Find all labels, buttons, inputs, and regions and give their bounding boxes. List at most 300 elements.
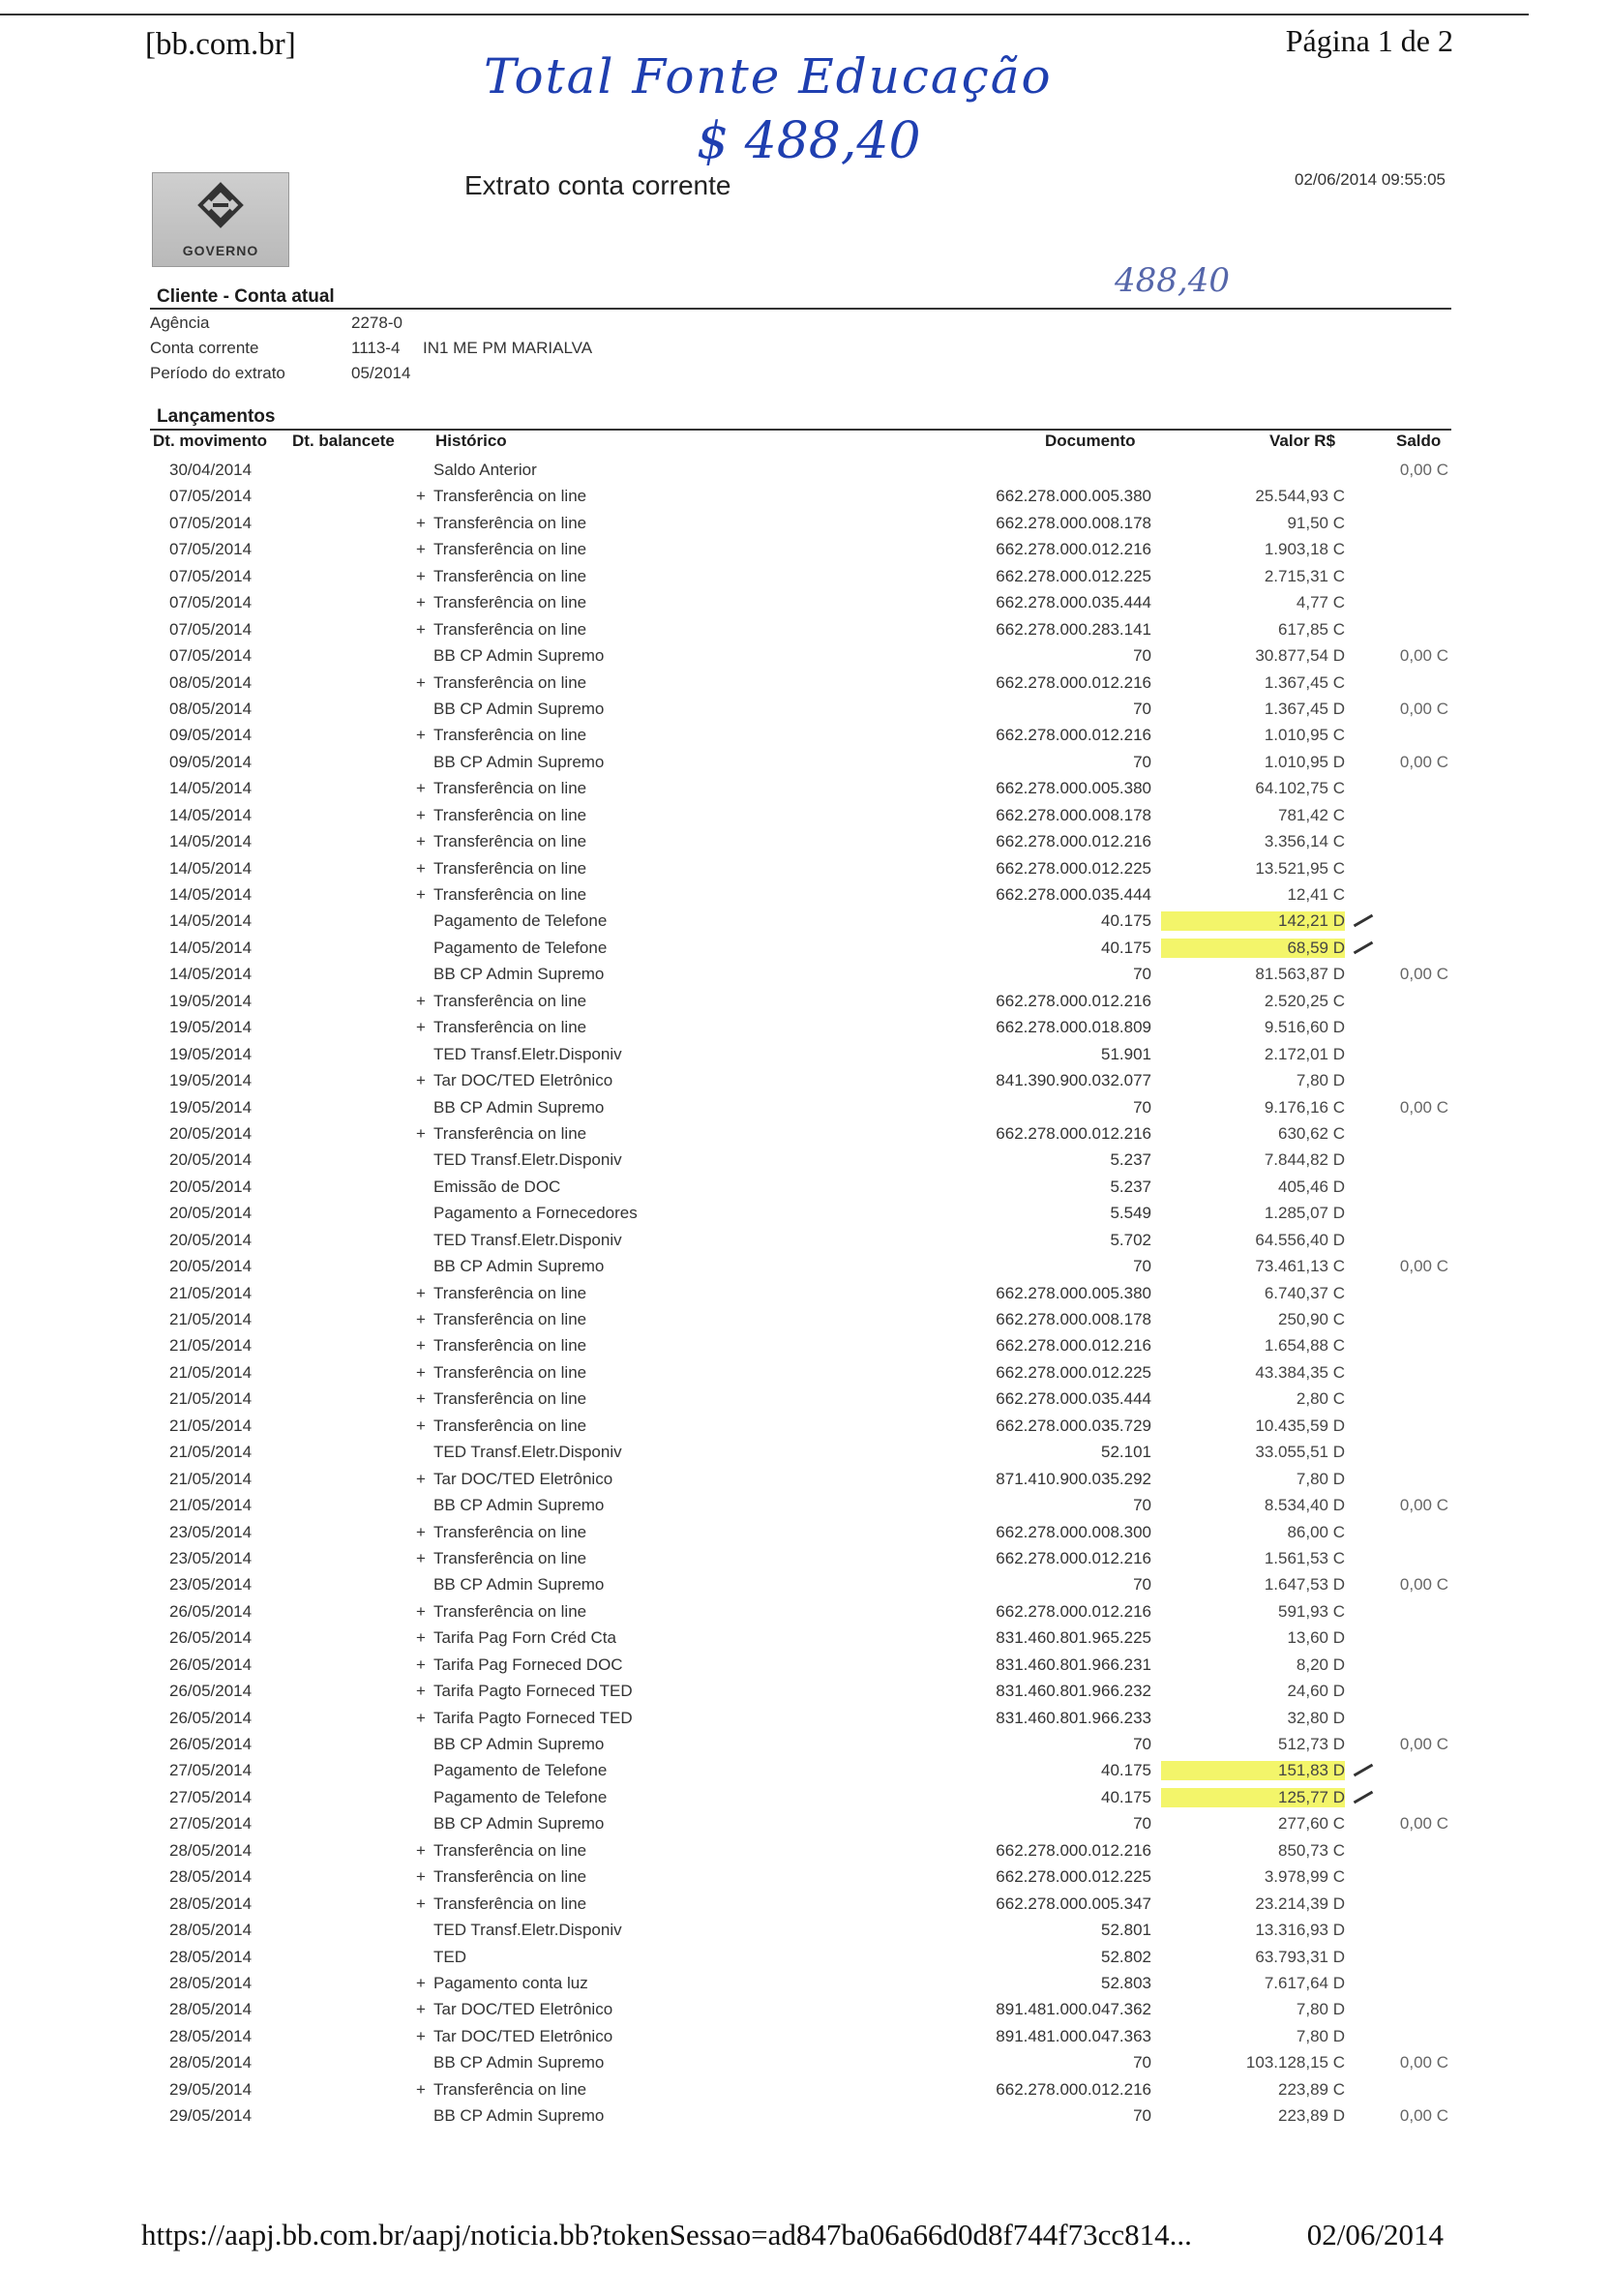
client-divider	[150, 308, 1451, 310]
row-date: 28/05/2014	[169, 2000, 253, 2019]
row-saldo: 0,00 C	[1399, 646, 1448, 666]
row-valor: 8.534,40 D	[1264, 1496, 1345, 1515]
row-sign: +	[416, 1416, 426, 1435]
row-sign: +	[416, 805, 426, 824]
row-valor: 6.740,37 C	[1264, 1283, 1345, 1302]
row-documento: 52.803	[1101, 1973, 1151, 1992]
row-historico	[416, 620, 586, 640]
row-historico-text: Pagamento conta luz	[433, 1973, 588, 1992]
row-sign: +	[416, 1018, 426, 1037]
row-date: 21/05/2014	[169, 1443, 253, 1462]
row-documento: 662.278.000.012.216	[996, 540, 1151, 559]
page-number: Página 1 de 2	[1285, 23, 1453, 58]
row-documento: 662.278.000.035.444	[996, 593, 1151, 612]
row-date: 28/05/2014	[169, 2053, 253, 2072]
row-historico	[416, 1204, 638, 1223]
row-sign: +	[416, 1655, 426, 1674]
row-historico	[416, 1098, 604, 1118]
table-row	[0, 1280, 1610, 1306]
row-historico-text: Transferência on line	[433, 1601, 587, 1621]
table-row	[0, 722, 1610, 748]
table-row	[0, 855, 1610, 881]
row-date: 28/05/2014	[169, 1921, 253, 1940]
row-documento: 662.278.000.012.225	[996, 566, 1151, 585]
row-historico	[416, 1602, 586, 1622]
row-sign: +	[416, 991, 426, 1010]
row-historico	[416, 1841, 586, 1861]
check-mark-icon	[1354, 941, 1374, 955]
row-valor: 12,41 C	[1287, 885, 1345, 904]
row-date: 07/05/2014	[169, 593, 253, 612]
row-historico	[416, 1894, 586, 1914]
row-date: 27/05/2014	[169, 1787, 253, 1806]
row-saldo: 0,00 C	[1399, 1097, 1448, 1117]
row-historico-text: Emissão de DOC	[433, 1177, 561, 1196]
row-valor: 86,00 C	[1287, 1522, 1345, 1541]
row-historico	[416, 1310, 586, 1329]
row-valor: 781,42 C	[1278, 805, 1345, 824]
row-documento: 5.549	[1110, 1204, 1151, 1223]
row-date: 28/05/2014	[169, 1867, 253, 1887]
row-documento: 662.278.000.012.216	[996, 1336, 1151, 1356]
row-historico	[416, 487, 586, 506]
row-historico-text: BB CP Admin Supremo	[433, 646, 605, 666]
row-valor: 91,50 C	[1287, 513, 1345, 532]
row-historico-text: BB CP Admin Supremo	[433, 1814, 605, 1834]
row-historico-text: Transferência on line	[433, 593, 587, 612]
row-date: 07/05/2014	[169, 619, 253, 639]
row-date: 21/05/2014	[169, 1469, 253, 1488]
row-historico-text: Transferência on line	[433, 1336, 587, 1356]
row-historico	[416, 1575, 604, 1595]
row-historico-text: Transferência on line	[433, 1416, 587, 1435]
row-documento: 40.175	[1101, 1787, 1151, 1806]
row-date: 21/05/2014	[169, 1496, 253, 1515]
row-saldo: 0,00 C	[1399, 1735, 1448, 1753]
row-sign: +	[416, 832, 426, 851]
table-row	[0, 961, 1610, 987]
row-date: 20/05/2014	[169, 1150, 253, 1170]
row-historico	[416, 1071, 612, 1090]
row-saldo: 0,00 C	[1399, 1496, 1448, 1515]
handwritten-note-title: Total Fonte Educação	[484, 48, 1053, 104]
row-documento: 5.237	[1110, 1150, 1151, 1170]
row-historico-text: Transferência on line	[433, 2079, 587, 2099]
row-documento: 662.278.000.012.216	[996, 726, 1151, 745]
row-valor: 7,80 D	[1296, 1469, 1345, 1488]
row-sign: +	[416, 1601, 426, 1621]
table-row	[0, 1253, 1610, 1279]
row-historico-text: Transferência on line	[433, 1867, 587, 1887]
table-row	[0, 589, 1610, 615]
row-valor: 1.647,53 D	[1264, 1575, 1345, 1595]
row-historico	[416, 779, 586, 798]
row-historico	[416, 885, 586, 905]
row-historico	[416, 1018, 586, 1037]
row-sign: +	[416, 566, 426, 585]
table-row	[0, 1545, 1610, 1571]
table-row	[0, 1492, 1610, 1518]
row-date: 23/05/2014	[169, 1522, 253, 1541]
row-documento: 40.175	[1101, 1761, 1151, 1780]
agencia-label: Agência	[150, 313, 210, 332]
row-historico	[416, 1389, 586, 1409]
row-valor: 2.715,31 C	[1264, 566, 1345, 585]
row-historico	[416, 992, 586, 1011]
row-date: 21/05/2014	[169, 1310, 253, 1328]
row-historico	[416, 514, 586, 533]
row-historico-text: Transferência on line	[433, 1389, 587, 1409]
row-documento: 891.481.000.047.362	[996, 2000, 1151, 2019]
row-historico	[416, 540, 586, 559]
row-historico	[416, 911, 607, 931]
row-documento: 40.175	[1101, 911, 1151, 931]
row-valor: 73.461,13 C	[1255, 1257, 1345, 1276]
row-date: 14/05/2014	[169, 858, 253, 878]
row-valor: 405,46 D	[1278, 1177, 1345, 1196]
row-documento: 662.278.000.005.380	[996, 779, 1151, 798]
row-historico-text: Tarifa Pag Forn Créd Cta	[433, 1628, 616, 1648]
row-documento: 662.278.000.035.729	[996, 1416, 1151, 1435]
row-valor: 68,59 D	[1161, 939, 1345, 958]
table-row	[0, 1705, 1610, 1731]
row-sign: +	[416, 1867, 426, 1887]
row-valor: 1.010,95 D	[1264, 752, 1345, 771]
row-documento: 831.460.801.966.231	[996, 1655, 1151, 1674]
row-valor: 7,80 D	[1296, 2000, 1345, 2019]
row-date: 08/05/2014	[169, 699, 253, 718]
row-historico	[416, 1045, 622, 1064]
row-historico-text: Transferência on line	[433, 1362, 587, 1382]
table-row	[0, 988, 1610, 1014]
row-sign: +	[416, 858, 426, 878]
row-sign: +	[416, 1522, 426, 1541]
row-historico	[416, 1257, 604, 1276]
row-date: 20/05/2014	[169, 1204, 253, 1223]
row-historico	[416, 700, 604, 719]
row-historico-text: Tarifa Pag Forneced DOC	[433, 1655, 623, 1674]
column-header-historico: Histórico	[435, 432, 507, 450]
row-historico	[416, 859, 586, 879]
row-historico-text: TED Transf.Eletr.Disponiv	[433, 1230, 622, 1249]
row-valor: 277,60 C	[1278, 1814, 1345, 1834]
table-row	[0, 457, 1610, 483]
row-valor: 2,80 C	[1296, 1389, 1345, 1409]
row-valor: 1.367,45 C	[1264, 672, 1345, 692]
row-historico	[416, 1231, 622, 1250]
row-date: 14/05/2014	[169, 832, 253, 851]
row-documento: 662.278.000.005.380	[996, 487, 1151, 506]
row-date: 14/05/2014	[169, 779, 253, 798]
row-documento: 841.390.900.032.077	[996, 1071, 1151, 1090]
logo-text: GOVERNO	[182, 243, 259, 258]
row-documento: 831.460.801.966.232	[996, 1682, 1151, 1701]
row-sign: +	[416, 1123, 426, 1143]
row-valor: 64.102,75 C	[1255, 779, 1345, 798]
row-historico-text: Transferência on line	[433, 487, 587, 506]
row-historico	[416, 1549, 586, 1568]
row-documento: 662.278.000.008.178	[996, 1310, 1151, 1328]
row-sign: +	[416, 726, 426, 745]
table-row	[0, 483, 1610, 509]
table-row	[0, 2023, 1610, 2049]
row-historico	[416, 1709, 633, 1728]
row-historico	[416, 1470, 612, 1489]
agencia-value: 2278-0	[351, 313, 402, 332]
row-documento: 662.278.000.012.216	[996, 2079, 1151, 2099]
row-valor: 1.654,88 C	[1264, 1336, 1345, 1356]
row-valor: 850,73 C	[1278, 1840, 1345, 1860]
row-historico-text: Transferência on line	[433, 1283, 587, 1302]
row-documento: 662.278.000.283.141	[996, 619, 1151, 639]
table-row	[0, 1227, 1610, 1253]
row-documento: 70	[1133, 1097, 1151, 1117]
row-historico-text: Pagamento de Telefone	[433, 1761, 608, 1780]
row-valor: 64.556,40 D	[1255, 1230, 1345, 1249]
row-historico-text: BB CP Admin Supremo	[433, 965, 605, 984]
row-documento: 662.278.000.018.809	[996, 1018, 1151, 1037]
row-documento: 662.278.000.005.347	[996, 1893, 1151, 1913]
table-row	[0, 881, 1610, 908]
row-historico	[416, 1416, 586, 1436]
row-documento: 662.278.000.012.216	[996, 832, 1151, 851]
table-row	[0, 1598, 1610, 1625]
row-historico	[416, 673, 586, 693]
row-valor: 3.356,14 C	[1264, 832, 1345, 851]
row-documento: 662.278.000.008.178	[996, 805, 1151, 824]
row-date: 27/05/2014	[169, 1814, 253, 1834]
row-documento: 662.278.000.012.216	[996, 991, 1151, 1010]
row-historico	[416, 646, 604, 666]
row-valor: 81.563,87 D	[1255, 965, 1345, 984]
row-valor: 125,77 D	[1161, 1788, 1345, 1807]
row-sign: +	[416, 1389, 426, 1409]
row-historico-text: BB CP Admin Supremo	[433, 2053, 605, 2072]
row-sign: +	[416, 1840, 426, 1860]
row-valor: 223,89 D	[1278, 2106, 1345, 2126]
row-date: 29/05/2014	[169, 2079, 253, 2099]
timestamp: 02/06/2014 09:55:05	[1295, 170, 1446, 189]
row-valor: 2.520,25 C	[1264, 991, 1345, 1010]
conta-label: Conta corrente	[150, 339, 259, 357]
row-date: 26/05/2014	[169, 1735, 253, 1753]
column-header-saldo: Saldo	[1396, 432, 1442, 450]
row-documento: 70	[1133, 1257, 1151, 1276]
table-row	[0, 1014, 1610, 1040]
row-historico-text: Transferência on line	[433, 858, 587, 878]
table-row	[0, 2076, 1610, 2102]
row-valor: 33.055,51 D	[1255, 1443, 1345, 1462]
row-sign: +	[416, 1071, 426, 1090]
table-row	[0, 1306, 1610, 1332]
row-sign: +	[416, 1362, 426, 1382]
table-row	[0, 908, 1610, 934]
client-section-title: Cliente - Conta atual	[157, 286, 335, 307]
row-date: 19/05/2014	[169, 1018, 253, 1037]
row-sign: +	[416, 672, 426, 692]
row-date: 23/05/2014	[169, 1548, 253, 1567]
row-sign: +	[416, 487, 426, 506]
row-historico	[416, 1124, 586, 1144]
row-historico	[416, 1336, 586, 1356]
row-date: 19/05/2014	[169, 1097, 253, 1117]
table-row	[0, 1120, 1610, 1147]
periodo-label: Período do extrato	[150, 364, 285, 382]
row-sign: +	[416, 1548, 426, 1567]
row-historico-text: Pagamento a Fornecedores	[433, 1204, 638, 1223]
row-historico	[416, 2080, 586, 2100]
row-valor: 2.172,01 D	[1264, 1044, 1345, 1063]
table-row	[0, 1970, 1610, 1996]
table-row	[0, 1041, 1610, 1067]
row-date: 09/05/2014	[169, 752, 253, 771]
row-documento: 70	[1133, 1814, 1151, 1834]
row-date: 26/05/2014	[169, 1655, 253, 1674]
row-historico	[416, 1948, 466, 1967]
row-date: 21/05/2014	[169, 1336, 253, 1356]
row-historico	[416, 2106, 604, 2126]
top-rule	[0, 14, 1529, 15]
row-date: 28/05/2014	[169, 1893, 253, 1913]
row-historico-text: BB CP Admin Supremo	[433, 1496, 605, 1515]
row-documento: 70	[1133, 1496, 1151, 1515]
table-row	[0, 1147, 1610, 1173]
row-documento: 51.901	[1101, 1044, 1151, 1063]
row-date: 09/05/2014	[169, 726, 253, 745]
table-row	[0, 1625, 1610, 1651]
row-valor: 223,89 C	[1278, 2079, 1345, 2099]
row-documento: 70	[1133, 699, 1151, 718]
row-documento: 52.801	[1101, 1921, 1151, 1940]
row-date: 14/05/2014	[169, 965, 253, 984]
row-documento: 70	[1133, 1575, 1151, 1595]
row-valor: 63.793,31 D	[1255, 1947, 1345, 1966]
row-historico	[416, 2000, 612, 2019]
row-historico-text: Transferência on line	[433, 885, 587, 904]
row-documento: 662.278.000.005.380	[996, 1283, 1151, 1302]
row-historico	[416, 965, 604, 984]
row-saldo: 0,00 C	[1399, 965, 1448, 984]
row-sign: +	[416, 540, 426, 559]
row-historico-text: Tar DOC/TED Eletrônico	[433, 2026, 613, 2045]
row-valor: 23.214,39 D	[1255, 1893, 1345, 1913]
row-date: 07/05/2014	[169, 566, 253, 585]
column-header-valor: Valor R$	[1269, 432, 1336, 450]
row-saldo: 0,00 C	[1399, 2106, 1448, 2126]
row-valor: 1.903,18 C	[1264, 540, 1345, 559]
table-row	[0, 1332, 1610, 1358]
row-sign: +	[416, 1283, 426, 1302]
table-row	[0, 1094, 1610, 1120]
table-row	[0, 563, 1610, 589]
row-documento: 831.460.801.966.233	[996, 1708, 1151, 1727]
site-name: [bb.com.br]	[145, 27, 296, 62]
row-date: 14/05/2014	[169, 911, 253, 931]
row-historico-text: BB CP Admin Supremo	[433, 1735, 605, 1753]
row-historico-text: Tarifa Pagto Forneced TED	[433, 1708, 633, 1727]
row-date: 28/05/2014	[169, 1947, 253, 1966]
row-historico	[416, 753, 604, 772]
row-valor: 32,80 D	[1287, 1708, 1345, 1727]
row-date: 07/05/2014	[169, 513, 253, 532]
row-valor: 43.384,35 C	[1255, 1362, 1345, 1382]
table-row	[0, 1439, 1610, 1465]
row-valor: 630,62 C	[1278, 1123, 1345, 1143]
row-date: 07/05/2014	[169, 646, 253, 666]
row-historico	[416, 1788, 607, 1807]
row-documento: 5.237	[1110, 1177, 1151, 1196]
column-header-dt-balancete: Dt. balancete	[292, 432, 395, 450]
row-historico	[416, 567, 586, 586]
row-historico	[416, 726, 586, 745]
row-sign: +	[416, 1336, 426, 1356]
row-date: 21/05/2014	[169, 1283, 253, 1302]
row-sign: +	[416, 1682, 426, 1701]
row-date: 26/05/2014	[169, 1682, 253, 1701]
table-row	[0, 749, 1610, 775]
row-historico-text: Transferência on line	[433, 1840, 587, 1860]
row-date: 19/05/2014	[169, 1044, 253, 1063]
row-date: 26/05/2014	[169, 1708, 253, 1727]
row-historico-text: Transferência on line	[433, 1018, 587, 1037]
row-date: 28/05/2014	[169, 1973, 253, 1992]
row-documento: 70	[1133, 2106, 1151, 2126]
row-historico-text: TED Transf.Eletr.Disponiv	[433, 1443, 622, 1462]
table-row	[0, 1386, 1610, 1412]
column-header-dt-movimento: Dt. movimento	[153, 432, 268, 450]
row-historico-text: Tarifa Pagto Forneced TED	[433, 1682, 633, 1701]
conta-name: IN1 ME PM MARIALVA	[423, 339, 593, 357]
table-row	[0, 935, 1610, 961]
row-historico-text: TED Transf.Eletr.Disponiv	[433, 1044, 622, 1063]
row-historico	[416, 593, 586, 612]
row-historico-text: Transferência on line	[433, 513, 587, 532]
row-historico	[416, 1735, 604, 1754]
row-historico	[416, 1761, 607, 1780]
row-historico-text: Tar DOC/TED Eletrônico	[433, 1071, 613, 1090]
table-row	[0, 1652, 1610, 1678]
row-valor: 3.978,99 C	[1264, 1867, 1345, 1887]
footer-date: 02/06/2014	[1306, 2218, 1444, 2251]
row-valor: 30.877,54 D	[1255, 646, 1345, 666]
row-documento: 70	[1133, 1735, 1151, 1753]
row-historico-text: Transferência on line	[433, 619, 587, 639]
row-sign: +	[416, 1628, 426, 1648]
footer-url: https://aapj.bb.com.br/aapj/noticia.bb?tokenSessao=ad847ba06a66d0d8f744f73cc814...	[141, 2218, 1192, 2251]
row-valor: 617,85 C	[1278, 619, 1345, 639]
row-historico	[416, 1974, 588, 1993]
row-historico	[416, 1443, 622, 1462]
table-row	[0, 1757, 1610, 1783]
row-documento: 52.101	[1101, 1443, 1151, 1462]
row-historico-text: Transferência on line	[433, 1548, 587, 1567]
table-row	[0, 536, 1610, 562]
row-historico-text: Transferência on line	[433, 1893, 587, 1913]
row-saldo: 0,00 C	[1399, 752, 1448, 771]
row-sign: +	[416, 1469, 426, 1488]
table-row	[0, 1678, 1610, 1704]
table-row	[0, 1200, 1610, 1226]
row-historico-text: TED Transf.Eletr.Disponiv	[433, 1150, 622, 1170]
row-historico-text: Pagamento de Telefone	[433, 938, 608, 957]
row-documento: 662.278.000.012.225	[996, 1362, 1151, 1382]
row-documento: 662.278.000.012.216	[996, 1123, 1151, 1143]
row-sign: +	[416, 1893, 426, 1913]
row-sign: +	[416, 593, 426, 612]
row-historico-text: Pagamento de Telefone	[433, 911, 608, 931]
row-documento: 40.175	[1101, 938, 1151, 957]
row-historico	[416, 1655, 623, 1675]
